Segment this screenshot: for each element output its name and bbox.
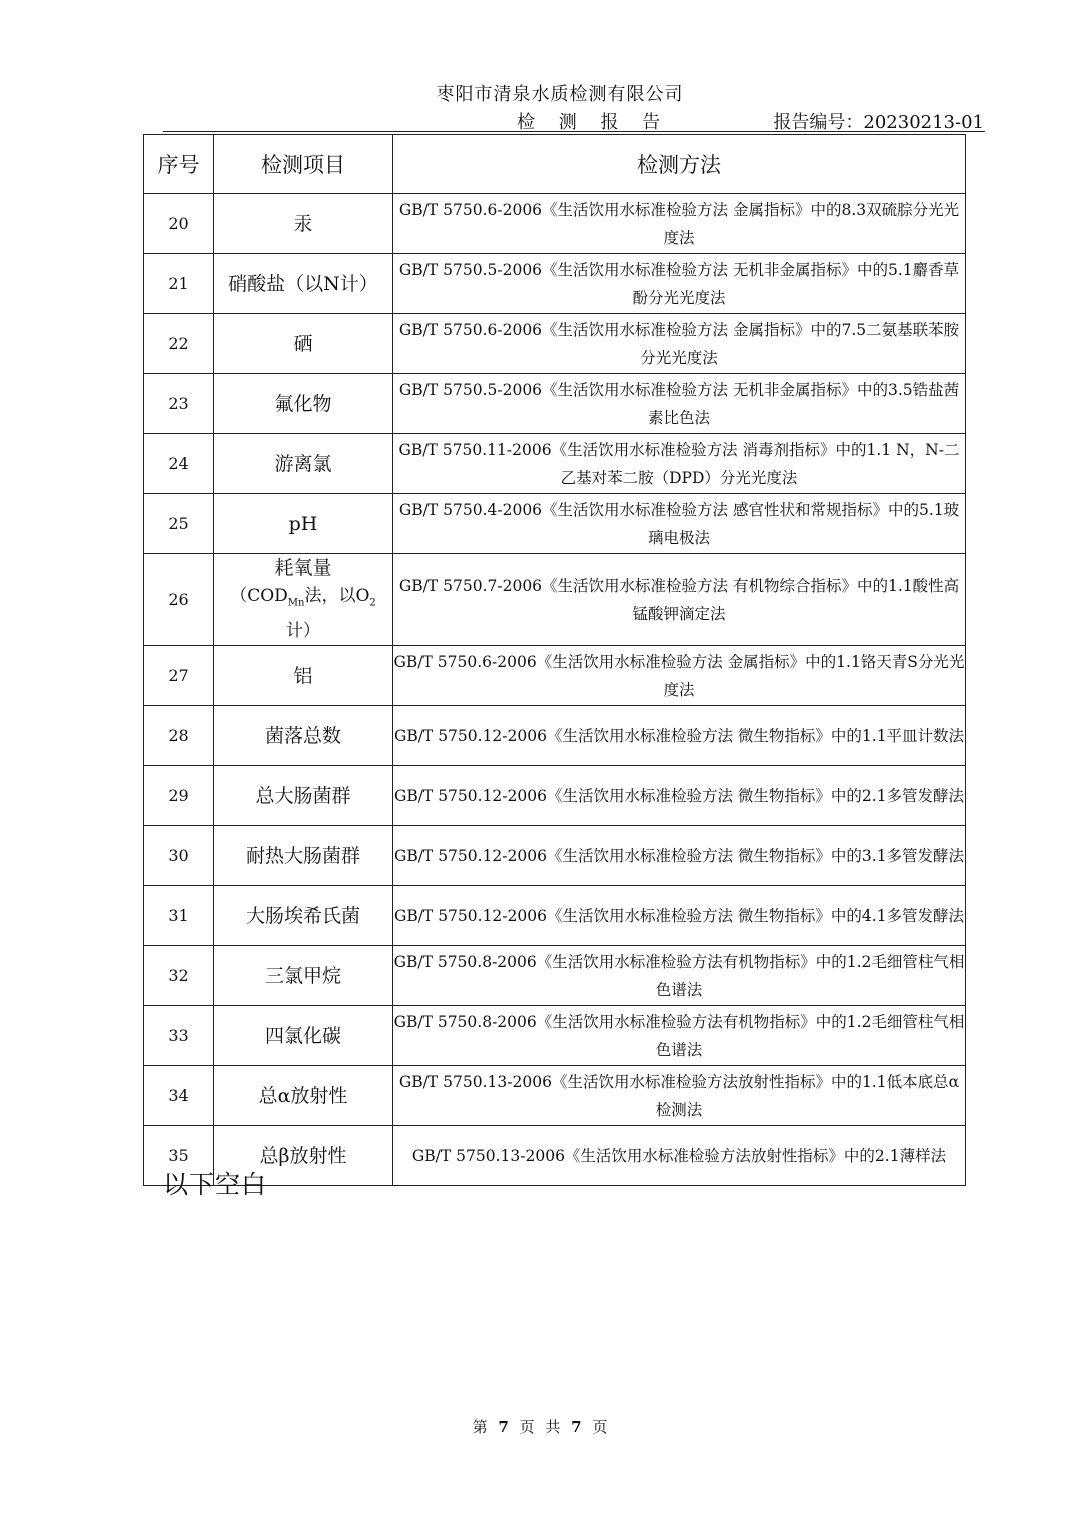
table-row (144, 434, 966, 494)
row-method: GB/T 5750.12-2006《生活饮用水标准检验方法 微生物指标》中的2.1多管发酵法 (393, 766, 966, 826)
row-seq: 27 (144, 646, 214, 706)
row-seq: 31 (144, 886, 214, 946)
row-item: 汞 (214, 194, 393, 254)
item-note-prefix: （COD (230, 586, 288, 606)
item-note (214, 582, 392, 645)
row-item: 硒 (214, 314, 393, 374)
row-method: GB/T 5750.6-2006《生活饮用水标准检验方法 金属指标》中的7.5二氨基联苯胺分光光度法 (393, 314, 966, 374)
table-row (144, 1006, 966, 1066)
table-row (144, 554, 966, 646)
column-header-method: 检测方法 (393, 135, 966, 194)
row-item: pH (214, 494, 393, 554)
table-row (144, 766, 966, 826)
row-item: 铝 (214, 646, 393, 706)
row-item: 总β放射性 (214, 1126, 393, 1186)
blank-below-note: 以下空白 (163, 1170, 268, 1199)
row-method: GB/T 5750.13-2006《生活饮用水标准检验方法放射性指标》中的1.1低本底总α检测法 (393, 1066, 966, 1126)
row-item: 氟化物 (214, 374, 393, 434)
row-seq: 32 (144, 946, 214, 1006)
row-method: GB/T 5750.6-2006《生活饮用水标准检验方法 金属指标》中的8.3双硫腙分光光度法 (393, 194, 966, 254)
company-name: 枣阳市清泉水质检测有限公司 (436, 84, 684, 105)
row-method: GB/T 5750.8-2006《生活饮用水标准检验方法有机物指标》中的1.2毛细管柱气相色谱法 (393, 946, 966, 1006)
row-item: 三氯甲烷 (214, 946, 393, 1006)
row-seq: 33 (144, 1006, 214, 1066)
row-item (214, 554, 393, 646)
row-method: GB/T 5750.5-2006《生活饮用水标准检验方法 无机非金属指标》中的3.5锆盐茜素比色法 (393, 374, 966, 434)
header-rule (163, 131, 985, 132)
row-seq: 22 (144, 314, 214, 374)
table-row (144, 194, 966, 254)
table-row (144, 254, 966, 314)
table-header-row (144, 135, 966, 194)
table-row (144, 646, 966, 706)
row-method: GB/T 5750.6-2006《生活饮用水标准检验方法 金属指标》中的1.1铬天青S分光光度法 (393, 646, 966, 706)
row-seq: 26 (144, 554, 214, 646)
item-note-mid: 法，以O (304, 586, 370, 606)
row-method: GB/T 5750.4-2006《生活饮用水标准检验方法 感官性状和常规指标》中的5.1玻璃电极法 (393, 494, 966, 554)
table-row (144, 1066, 966, 1126)
footer-mid: 页 共 (519, 1418, 561, 1436)
item-name: 耗氧量 (274, 557, 332, 579)
footer-prefix: 第 (472, 1418, 488, 1436)
row-method: GB/T 5750.12-2006《生活饮用水标准检验方法 微生物指标》中的4.1多管发酵法 (393, 886, 966, 946)
item-note-suffix: 计） (286, 621, 320, 642)
column-header-item: 检测项目 (214, 135, 393, 194)
row-seq: 34 (144, 1066, 214, 1126)
report-number: 报告编号：20230213-01 (773, 112, 984, 133)
row-seq: 35 (144, 1126, 214, 1186)
table-row (144, 314, 966, 374)
row-seq: 30 (144, 826, 214, 886)
table-row (144, 886, 966, 946)
row-item: 耐热大肠菌群 (214, 826, 393, 886)
current-page-number: 7 (498, 1418, 509, 1436)
column-header-seq: 序号 (144, 135, 214, 194)
item-note-o2-subscript: 2 (369, 597, 376, 609)
row-item: 硝酸盐（以N计） (214, 254, 393, 314)
table-row (144, 706, 966, 766)
test-methods-table (143, 134, 966, 1186)
table-row (144, 826, 966, 886)
row-method: GB/T 5750.5-2006《生活饮用水标准检验方法 无机非金属指标》中的5.1麝香草酚分光光度法 (393, 254, 966, 314)
row-seq: 29 (144, 766, 214, 826)
row-item: 游离氯 (214, 434, 393, 494)
row-method: GB/T 5750.12-2006《生活饮用水标准检验方法 微生物指标》中的1.1平皿计数法 (393, 706, 966, 766)
row-method: GB/T 5750.8-2006《生活饮用水标准检验方法有机物指标》中的1.2毛细管柱气相色谱法 (393, 1006, 966, 1066)
row-item: 菌落总数 (214, 706, 393, 766)
page-footer (0, 1416, 1080, 1437)
report-title: 检 测 报 告 (517, 112, 670, 133)
row-seq: 23 (144, 374, 214, 434)
row-item: 总α放射性 (214, 1066, 393, 1126)
row-method: GB/T 5750.13-2006《生活饮用水标准检验方法放射性指标》中的2.1薄样法 (393, 1126, 966, 1186)
footer-suffix: 页 (592, 1418, 608, 1436)
total-page-number: 7 (571, 1418, 582, 1436)
row-seq: 28 (144, 706, 214, 766)
row-seq: 21 (144, 254, 214, 314)
table-row (144, 374, 966, 434)
row-item: 大肠埃希氏菌 (214, 886, 393, 946)
row-method: GB/T 5750.7-2006《生活饮用水标准检验方法 有机物综合指标》中的1.1酸性高锰酸钾滴定法 (393, 554, 966, 646)
row-item: 四氯化碳 (214, 1006, 393, 1066)
row-method: GB/T 5750.12-2006《生活饮用水标准检验方法 微生物指标》中的3.1多管发酵法 (393, 826, 966, 886)
row-item: 总大肠菌群 (214, 766, 393, 826)
item-note-mn-subscript: Mn (287, 597, 305, 609)
table-row (144, 946, 966, 1006)
row-method: GB/T 5750.11-2006《生活饮用水标准检验方法 消毒剂指标》中的1.1 N，N-二乙基对苯二胺（DPD）分光光度法 (393, 434, 966, 494)
row-seq: 25 (144, 494, 214, 554)
row-seq: 24 (144, 434, 214, 494)
table-row (144, 494, 966, 554)
row-seq: 20 (144, 194, 214, 254)
